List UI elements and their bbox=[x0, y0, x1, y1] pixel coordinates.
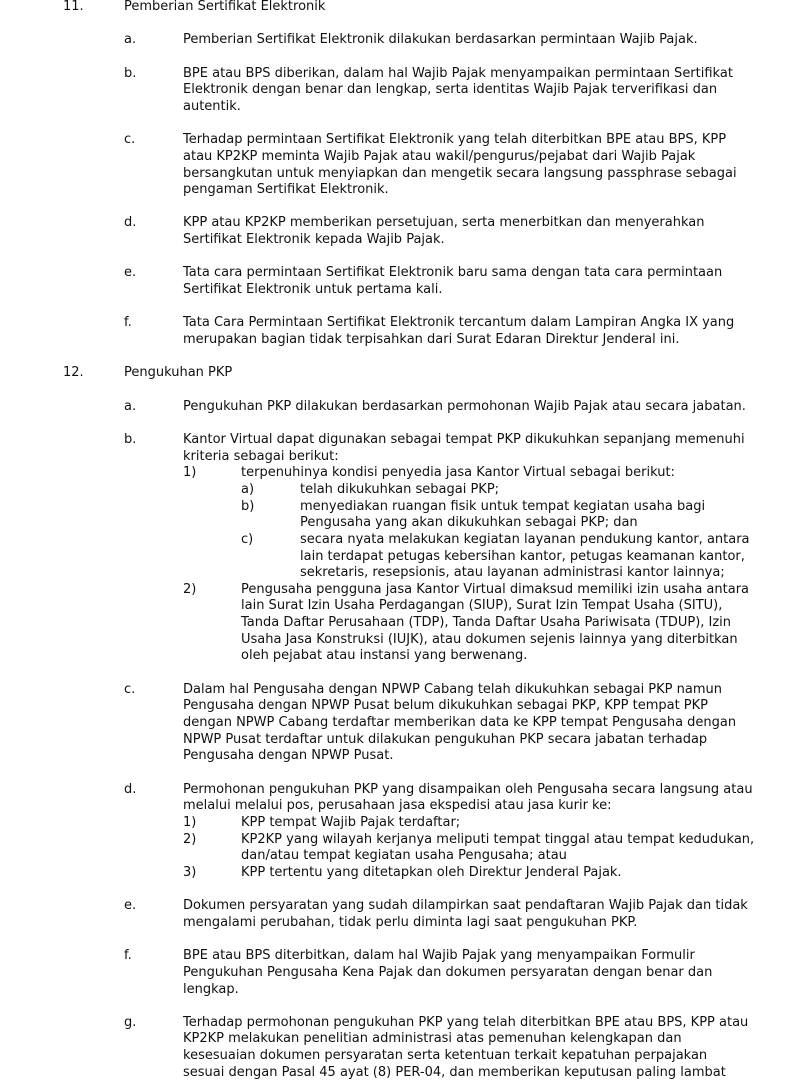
list-item bbox=[0, 865, 806, 882]
text-line: merupakan bagian tidak terpisahkan dari Surat Edaran Direktur Jenderal ini. bbox=[183, 332, 680, 348]
item-text bbox=[183, 682, 806, 765]
text-line: pengaman Sertifikat Elektronik. bbox=[183, 182, 389, 198]
list-item bbox=[0, 66, 806, 116]
text-line: melalui melalui pos, perusahaan jasa ekspedisi atau jasa kurir ke: bbox=[183, 798, 612, 814]
list-item bbox=[0, 315, 806, 348]
item-text bbox=[241, 582, 806, 665]
list-item bbox=[0, 1015, 806, 1081]
text-line: Usaha Jasa Konstruksi (IUJK), atau dokumen sejenis lainnya yang diterbitkan bbox=[241, 631, 738, 647]
list-item bbox=[0, 682, 806, 765]
item-text bbox=[183, 215, 806, 248]
item-text bbox=[124, 365, 806, 382]
item-text bbox=[183, 782, 806, 815]
text-line: secara nyata melakukan kegiatan layanan pendukung kantor, antara bbox=[300, 531, 750, 547]
text-line: KP2KP yang wilayah kerjanya meliputi tempat tinggal atau tempat kedudukan, bbox=[241, 831, 755, 847]
text-line: telah dikukuhkan sebagai PKP; bbox=[300, 481, 500, 497]
item-number: d. bbox=[124, 215, 137, 231]
text-line: KPP tempat Wajib Pajak terdaftar; bbox=[241, 814, 461, 830]
text-line: Tata cara permintaan Sertifikat Elektronik baru sama dengan tata cara permintaan bbox=[183, 265, 723, 281]
text-line: Terhadap permohonan pengukuhan PKP yang telah diterbitkan BPE atau BPS, KPP atau bbox=[183, 1014, 749, 1030]
item-number: a) bbox=[241, 481, 255, 497]
item-number: b) bbox=[241, 498, 255, 514]
text-line: Pengusaha yang akan dikukuhkan sebagai PKP; dan bbox=[300, 515, 638, 531]
item-text bbox=[183, 948, 806, 998]
item-text bbox=[124, 0, 806, 16]
item-number: 1) bbox=[183, 465, 197, 481]
text-line: Pengukuhan Pengusaha Kena Pajak dan dokumen persyaratan dengan benar dan bbox=[183, 964, 713, 980]
item-number: c. bbox=[124, 681, 136, 697]
text-line: lain Surat Izin Usaha Perdagangan (SIUP), Surat Izin Tempat Usaha (SITU), bbox=[241, 598, 723, 614]
text-line: lain terdapat petugas kebersihan kantor, petugas keamanan kantor, bbox=[300, 548, 745, 564]
item-number: 11. bbox=[63, 0, 84, 14]
list-item bbox=[0, 948, 806, 998]
item-number: c) bbox=[241, 531, 254, 547]
item-number: f. bbox=[124, 948, 132, 964]
text-line: Dokumen persyaratan yang sudah dilampirkan saat pendaftaran Wajib Pajak dan tidak bbox=[183, 898, 748, 914]
list-item bbox=[0, 432, 806, 465]
item-number: c. bbox=[124, 132, 136, 148]
text-line: NPWP Pusat terdaftar untuk dilakukan pengukuhan PKP secara jabatan terhadap bbox=[183, 731, 708, 747]
text-line: Sertifikat Elektronik untuk pertama kali. bbox=[183, 282, 443, 298]
text-line: atau KP2KP meminta Wajib Pajak atau wakil/pengurus/pejabat dari Wajib Pajak bbox=[183, 148, 696, 164]
item-number: g. bbox=[124, 1014, 137, 1030]
text-line: BPE atau BPS diterbitkan, dalam hal Wajib Pajak yang menyampaikan Formulir bbox=[183, 948, 695, 964]
text-line: Permohonan pengukuhan PKP yang disampaikan oleh Pengusaha secara langsung atau bbox=[183, 781, 753, 797]
item-number: b. bbox=[124, 431, 137, 447]
list-item bbox=[0, 782, 806, 815]
text-line: dengan NPWP Cabang terdaftar memberikan data ke KPP tempat Pengusaha dengan bbox=[183, 715, 737, 731]
list-item bbox=[0, 499, 806, 532]
item-text bbox=[183, 315, 806, 348]
item-text bbox=[183, 265, 806, 298]
text-line: kesesuaian dokumen persyaratan serta ketentuan terkait kepatuhan perpajakan bbox=[183, 1048, 708, 1064]
item-text bbox=[183, 66, 806, 116]
text-line: oleh pejabat atau instansi yang berwenang. bbox=[241, 648, 528, 664]
text-line: Dalam hal Pengusaha dengan NPWP Cabang telah dikukuhkan sebagai PKP namun bbox=[183, 681, 722, 697]
text-line: sesuai dengan Pasal 45 ayat (8) PER-04, dan memberikan keputusan paling lambat bbox=[183, 1064, 726, 1080]
list-item bbox=[0, 399, 806, 416]
item-number: 2) bbox=[183, 831, 197, 847]
section-heading bbox=[0, 365, 806, 382]
item-number: 2) bbox=[183, 581, 197, 597]
text-line: Elektronik dengan benar dan lengkap, serta identitas Wajib Pajak terverifikasi dan bbox=[183, 82, 718, 98]
list-item bbox=[0, 265, 806, 298]
item-text bbox=[241, 465, 806, 482]
text-line: KPP tertentu yang ditetapkan oleh Direktur Jenderal Pajak. bbox=[241, 864, 622, 880]
text-line: sekretaris, resepsionis, atau layanan administrasi kantor lainnya; bbox=[300, 565, 725, 581]
section-heading bbox=[0, 0, 806, 16]
list-item bbox=[0, 465, 806, 482]
list-item bbox=[0, 482, 806, 499]
list-item bbox=[0, 898, 806, 931]
text-line: Sertifikat Elektronik kepada Wajib Pajak. bbox=[183, 232, 445, 248]
text-line: menyediakan ruangan fisik untuk tempat kegiatan usaha bagi bbox=[300, 498, 706, 514]
item-text bbox=[183, 1015, 806, 1081]
list-item bbox=[0, 532, 806, 582]
text-line: autentik. bbox=[183, 98, 241, 114]
text-line: Terhadap permintaan Sertifikat Elektronik yang telah diterbitkan BPE atau BPS, KPP bbox=[183, 132, 727, 148]
list-item bbox=[0, 832, 806, 865]
item-text bbox=[300, 482, 806, 499]
text-line: Pemberian Sertifikat Elektronik bbox=[124, 0, 326, 14]
item-number: 3) bbox=[183, 864, 197, 880]
text-line: BPE atau BPS diberikan, dalam hal Wajib Pajak menyampaikan permintaan Sertifikat bbox=[183, 65, 733, 81]
text-line: Pengusaha dengan NPWP Pusat. bbox=[183, 748, 394, 764]
item-number: a. bbox=[124, 32, 137, 48]
list-item bbox=[0, 815, 806, 832]
item-text bbox=[183, 132, 806, 199]
item-text bbox=[183, 432, 806, 465]
list-item bbox=[0, 32, 806, 49]
item-number: 1) bbox=[183, 814, 197, 830]
text-line: KPP atau KP2KP memberikan persetujuan, serta menerbitkan dan menyerahkan bbox=[183, 215, 705, 231]
text-line: Pengukuhan PKP bbox=[124, 365, 233, 381]
item-text bbox=[183, 399, 806, 416]
text-line: Tanda Daftar Perusahaan (TDP), Tanda Daftar Usaha Pariwisata (TDUP), Izin bbox=[241, 615, 732, 631]
item-number: d. bbox=[124, 781, 137, 797]
item-number: b. bbox=[124, 65, 137, 81]
item-text bbox=[241, 832, 806, 865]
item-text bbox=[183, 32, 806, 49]
list-item bbox=[0, 582, 806, 665]
item-number: a. bbox=[124, 398, 137, 414]
text-line: dan/atau tempat kegiatan usaha Pengusaha; atau bbox=[241, 848, 567, 864]
item-number: e. bbox=[124, 265, 137, 281]
text-line: Tata Cara Permintaan Sertifikat Elektronik tercantum dalam Lampiran Angka IX yang bbox=[183, 315, 735, 331]
item-text bbox=[300, 532, 806, 582]
text-line: KP2KP melakukan penelitian administrasi atas pemenuhan kelengkapan dan bbox=[183, 1031, 682, 1047]
list-item bbox=[0, 215, 806, 248]
text-line: kriteria sebagai berikut: bbox=[183, 448, 339, 464]
item-number: e. bbox=[124, 898, 137, 914]
text-line: Kantor Virtual dapat digunakan sebagai tempat PKP dikukuhkan sepanjang memenuhi bbox=[183, 431, 745, 447]
text-line: mengalami perubahan, tidak perlu diminta lagi saat pengukuhan PKP. bbox=[183, 914, 638, 930]
item-text bbox=[241, 865, 806, 882]
item-text bbox=[241, 815, 806, 832]
text-line: Pengusaha pengguna jasa Kantor Virtual dimaksud memiliki izin usaha antara bbox=[241, 581, 750, 597]
text-line: Pengukuhan PKP dilakukan berdasarkan permohonan Wajib Pajak atau secara jabatan. bbox=[183, 398, 746, 414]
item-number: 12. bbox=[63, 365, 84, 381]
list-item bbox=[0, 132, 806, 199]
item-text bbox=[300, 499, 806, 532]
text-line: lengkap. bbox=[183, 981, 239, 997]
item-text bbox=[183, 898, 806, 931]
item-number: f. bbox=[124, 315, 132, 331]
text-line: bersangkutan untuk menyiapkan dan mengetik secara langsung passphrase sebagai bbox=[183, 165, 737, 181]
text-line: terpenuhinya kondisi penyedia jasa Kantor Virtual sebagai berikut: bbox=[241, 465, 675, 481]
text-line: Pengusaha dengan NPWP Pusat belum dikukuhkan sebagai PKP, KPP tempat PKP bbox=[183, 698, 709, 714]
text-line: Pemberian Sertifikat Elektronik dilakukan berdasarkan permintaan Wajib Pajak. bbox=[183, 32, 698, 48]
